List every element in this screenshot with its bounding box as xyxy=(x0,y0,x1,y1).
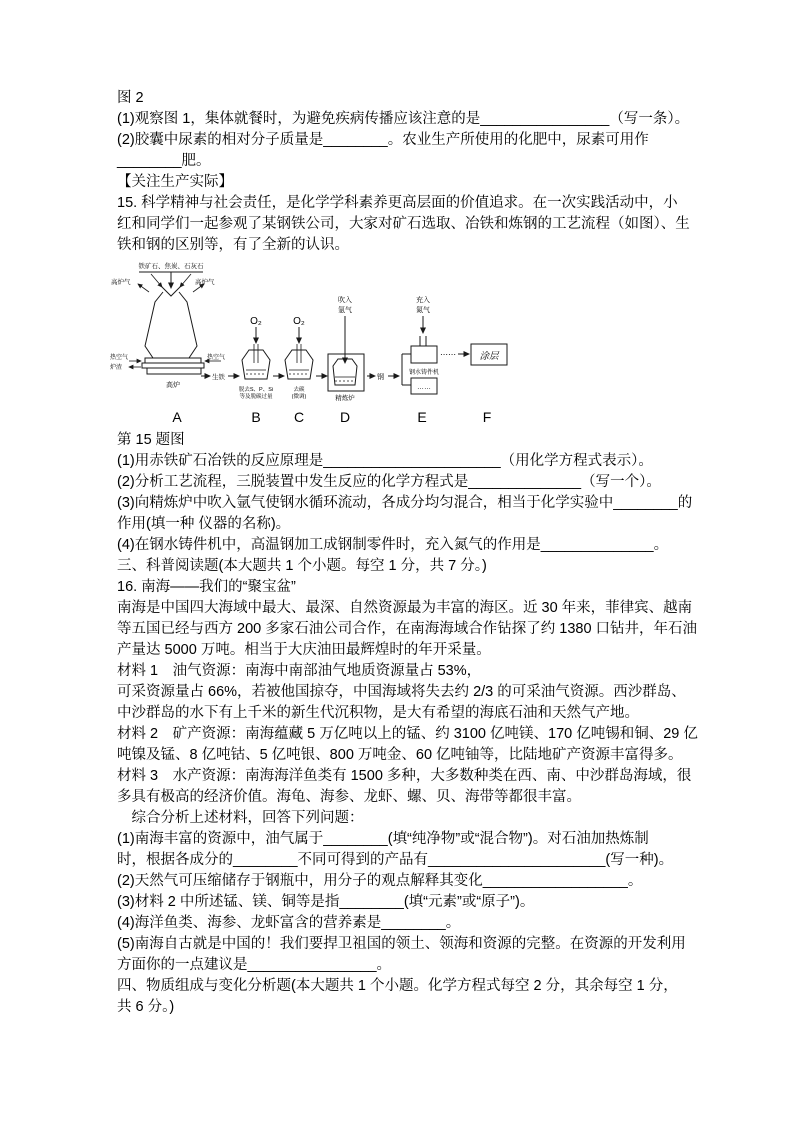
text-line: 【关注生产实际】 xyxy=(117,174,233,190)
text-line: 图 2 xyxy=(117,90,144,106)
furnace-feed-label: 铁矿石、焦炭、石灰石 xyxy=(138,263,204,270)
text-line: 第 15 题图 xyxy=(117,432,185,448)
text-line: 综合分析上述材料，回答下列问题： xyxy=(117,810,364,826)
text-line: 南海是中国四大海域中最大、最深、自然资源最为丰富的海区。近 30 年来，菲律宾、越南 xyxy=(117,600,693,616)
argon-in-label-line2: 氩气 xyxy=(338,307,352,314)
step-c-caption-line1: 去碳 xyxy=(293,387,305,393)
text-line: 吨镍及锰、8 亿吨钴、5 亿吨银、800 万吨金、60 亿吨铀等，比陆地矿产资源丰富得多。 xyxy=(117,747,683,763)
text-line: 方面你的一点建议是________________。 xyxy=(117,957,392,973)
steel-label: 钢 xyxy=(377,374,384,381)
page-content xyxy=(110,88,698,1018)
text-line: (3)向精炼炉中吹入氩气使钢水循环流动，各成分均匀混合，相当于化学实验中________的 xyxy=(117,495,693,511)
step-b-caption-line2: 等及脱碳过量 xyxy=(239,394,273,400)
stage-letter-b: B xyxy=(251,409,261,425)
lower-box-dots: …… xyxy=(417,384,431,391)
step-c-caption-line2: (微调) xyxy=(291,394,307,400)
text-line: 红和同学们一起参观了某钢铁公司，大家对矿石选取、冶铁和炼钢的工艺流程（如图）、生 xyxy=(117,216,690,232)
text-line: 可采资源量占 66%，若被他国掠夺，中国海域将失去约 2/3 的可采油气资源。西沙群岛、 xyxy=(117,684,686,700)
nitrogen-in-label-line1: 充入 xyxy=(416,297,430,304)
flow-dots: ⋯⋯ xyxy=(440,350,456,359)
text-line: 三、科普阅读题(本大题共 1 个小题。每空 1 分，共 7 分。) xyxy=(117,558,487,574)
text-line: (1)观察图 1，集体就餐时，为避免疾病传播应该注意的是________________（写一条）。 xyxy=(117,111,690,127)
text-line: 中沙群岛的水下有上千米的新生代沉积物，是大有希望的海底石油和天然气产地。 xyxy=(117,705,639,721)
nitrogen-in-label-line2: 氮气 xyxy=(416,307,430,314)
text-line: 四、物质组成与变化分析题(本大题共 1 个小题。化学方程式每空 2 分，其余每空 1 分， xyxy=(117,978,678,994)
text-block-question14 xyxy=(117,88,690,256)
oxygen-label-c: O₂ xyxy=(293,316,305,327)
pig-iron-label: 生铁 xyxy=(212,374,225,381)
slag-label: 炉渣 xyxy=(110,365,123,371)
coating-label: 涂层 xyxy=(479,351,499,362)
stage-letter-c: C xyxy=(293,409,305,425)
text-line: 铁和钢的区别等，有了全新的认识。 xyxy=(117,237,349,253)
text-line: (4)海洋鱼类、海参、龙虾富含的营养素是________。 xyxy=(117,915,461,931)
text-block-questions-15-16 xyxy=(117,430,698,1018)
text-line: 作用(填一种 仪器的名称)。 xyxy=(117,516,291,532)
text-line: 时，根据各成分的________不同可得到的产品有______________________(写一种)。 xyxy=(117,852,674,868)
text-line: (5)南海自古就是中国的！我们要捍卫祖国的领土、领海和资源的完整。在资源的开发利用 xyxy=(117,936,686,952)
text-line: ________肥。 xyxy=(117,153,211,169)
text-line: 15. 科学精神与社会责任，是化学学科素养更高层面的价值追求。在一次实践活动中，小 xyxy=(117,195,678,211)
text-line: 产量达 5000 万吨。相当于大庆油田最辉煌时的年开采量。 xyxy=(117,642,491,658)
text-line: 16. 南海——我们的“聚宝盆” xyxy=(117,579,296,595)
text-line: (2)天然气可压缩储存于钢瓶中，用分子的观点解释其变化__________________。 xyxy=(117,873,643,889)
stage-letter-f: F xyxy=(482,409,492,425)
oxygen-label-b: O₂ xyxy=(250,316,262,327)
text-line: 共 6 分。) xyxy=(117,999,175,1015)
text-line: (1)南海丰富的资源中，油气属于________(填“纯净物”或“混合物”)。对石油加热炼制 xyxy=(117,831,649,847)
text-line: 材料 2 矿产资源：南海蕴藏 5 万亿吨以上的锰、约 3100 亿吨镁、170 亿吨锡和铜、29 亿 xyxy=(117,726,698,742)
text-line: (2)胶囊中尿素的相对分子质量是________。农业生产所使用的化肥中，尿素可用作 xyxy=(117,132,649,148)
text-line: 多具有极高的经济价值。海龟、海参、龙虾、螺、贝、海带等都很丰富。 xyxy=(117,789,581,805)
hot-air-right-label: 热空气 xyxy=(207,355,226,361)
stage-letter-a: A xyxy=(172,409,182,425)
text-line: (3)材料 2 中所述锰、镁、铜等是指________(填“元素”或“原子”)。 xyxy=(117,894,535,910)
text-line: (1)用赤铁矿石冶铁的反应原理是______________________（用化学方程式表示）。 xyxy=(117,453,653,469)
stage-letter-d: D xyxy=(339,409,351,425)
blast-furnace-label: 高炉 xyxy=(166,382,180,389)
text-line: (4)在钢水铸件机中，高温钢加工成钢制零件时，充入氮气的作用是______________。 xyxy=(117,537,669,553)
text-line: 等五国已经与西方 200 多家石油公司合作，在南海海域合作钻探了约 1380 口钻井，年石油 xyxy=(117,621,698,637)
stage-letter-e: E xyxy=(417,409,427,425)
process-flow-diagram xyxy=(109,258,683,430)
hot-air-left-label: 热空气 xyxy=(110,355,129,361)
step-b-caption-line1: 脱去S、P、Si xyxy=(238,387,274,393)
refining-furnace-label: 精炼炉 xyxy=(335,395,355,402)
text-line: 材料 1 油气资源：南海中南部油气地质资源量占 53%， xyxy=(117,663,482,679)
text-line: 材料 3 水产资源：南海海洋鱼类有 1500 多种，大多数种类在西、南、中沙群岛海域，很 xyxy=(117,768,692,784)
furnace-gas-left-label: 高炉气 xyxy=(111,279,131,286)
furnace-gas-right-label: 高炉气 xyxy=(195,279,215,286)
text-line: (2)分析工艺流程，三脱装置中发生反应的化学方程式是______________（写一个）。 xyxy=(117,474,661,490)
casting-machine-label: 钢水铸件机 xyxy=(408,370,440,376)
argon-in-label-line1: 吹入 xyxy=(338,297,352,304)
